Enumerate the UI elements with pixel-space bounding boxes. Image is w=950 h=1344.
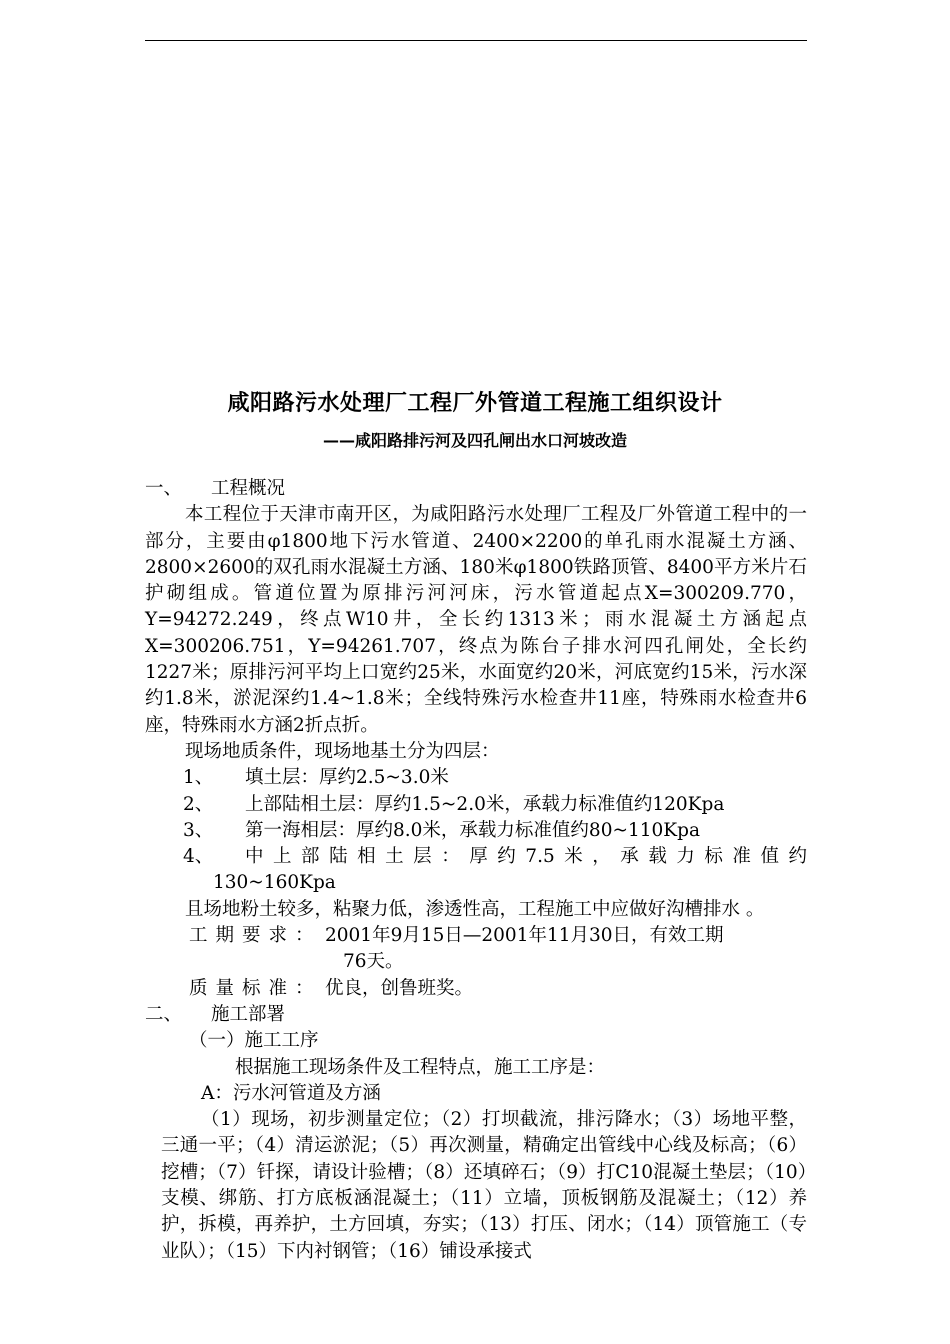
layer-item-4	[145, 844, 807, 870]
quality-label	[189, 976, 325, 1002]
drainage-note: 且场地粉土较多，粘聚力低，渗透性高，工程施工中应做好沟槽排水 。	[185, 898, 765, 920]
document-title: 咸阳路污水处理厂工程厂外管道工程施工组织设计	[227, 391, 723, 416]
header-rule	[145, 40, 807, 41]
period-label	[189, 923, 325, 949]
document-body	[145, 476, 807, 1265]
layer-4-continuation: 130~160Kpa	[213, 872, 336, 894]
layer-item-2	[145, 792, 807, 818]
intro-paragraph: 本工程位于天津市南开区，为咸阳路污水处理厂工程及厂外管道工程中的一部分，主要由φ1800地下污水管道、2400×2200的单孔雨水混凝土方涵、2800×2600的双孔雨水混凝土方涵、180米φ1800铁路顶管、8400平方米片石护砌组成。管道位置为原排污河河床，污水管道起点X=300209.770，Y=94272.249，终点W10井，全长约1313米；雨水混凝土方涵起点X=300206.751，Y=94261.707，终点为陈台子排水河四孔闸处，全长约1227米；原排污河平均上口宽约25米，水面宽约20米，河底宽约15米，污水深约1.8米，淤泥深约1.4~1.8米；全线特殊污水检查井11座，特殊雨水检查井6座，特殊雨水方涵2折点折。	[145, 504, 807, 736]
layer-text: 填土层：厚约2.5~3.0米	[245, 767, 449, 789]
layer-text: 上部陆相土层：厚约1.5~2.0米，承载力标准值约120Kpa	[245, 793, 725, 815]
section-title: 施工部署	[211, 1003, 286, 1025]
section-number: 一、	[145, 478, 183, 499]
period-label-text: 工期要求：	[189, 925, 322, 947]
layer-number: 3、	[183, 819, 214, 841]
section-number: 二、	[145, 1003, 183, 1025]
section-heading-overview	[145, 476, 807, 502]
construction-period	[145, 923, 807, 949]
document-subtitle: ——咸阳路排污河及四孔闸出水口河坡改造	[322, 431, 627, 450]
layer-item-1	[145, 765, 807, 791]
layer-item-3	[145, 818, 807, 844]
subsection-heading: （一）施工工序	[189, 1030, 319, 1052]
period-value-continued: 76天。	[343, 951, 404, 973]
quality-standard	[145, 976, 807, 1002]
quality-label-text: 质量标准：	[189, 977, 322, 999]
layer-number: 2、	[183, 793, 214, 815]
section-title: 工程概况	[211, 478, 286, 499]
section-heading-deployment	[145, 1002, 807, 1028]
quality-value: 优良，创鲁班奖。	[325, 977, 474, 999]
procedure-steps: （1）现场，初步测量定位；（2）打坝截流，排污降水；（3）场地平整，三通一平；（4）清运淤泥；（5）再次测量，精确定出管线中心线及标高；（6）挖槽；（7）钎探，请设计验槽；（8）还填碎石；（9）打C10混凝土垫层；（10）支模、绑筋、打方底板涵混凝土；（11）立墙，顶板钢筋及混凝土；（12）养护，拆模，再养护，土方回填，夯实；（13）打压、闭水；（14）顶管施工（专业队）；（15）下内衬钢管；（16）铺设承接式	[161, 1109, 807, 1262]
layer-text: 第一海相层：厚约8.0米，承载力标准值约80~110Kpa	[245, 819, 700, 841]
layer-number: 1、	[183, 767, 214, 789]
procedure-basis: 根据施工现场条件及工程特点，施工工序是：	[235, 1056, 606, 1078]
period-value: 2001年9月15日—2001年11月30日，有效工期	[325, 925, 724, 947]
geology-intro: 现场地质条件，现场地基土分为四层：	[185, 740, 500, 762]
part-a-heading: A：污水河管道及方涵	[201, 1082, 381, 1104]
layer-number: 4、	[183, 846, 214, 868]
layer-text: 中上部陆相土层：厚约7.5米，承载力标准值约	[245, 846, 807, 868]
